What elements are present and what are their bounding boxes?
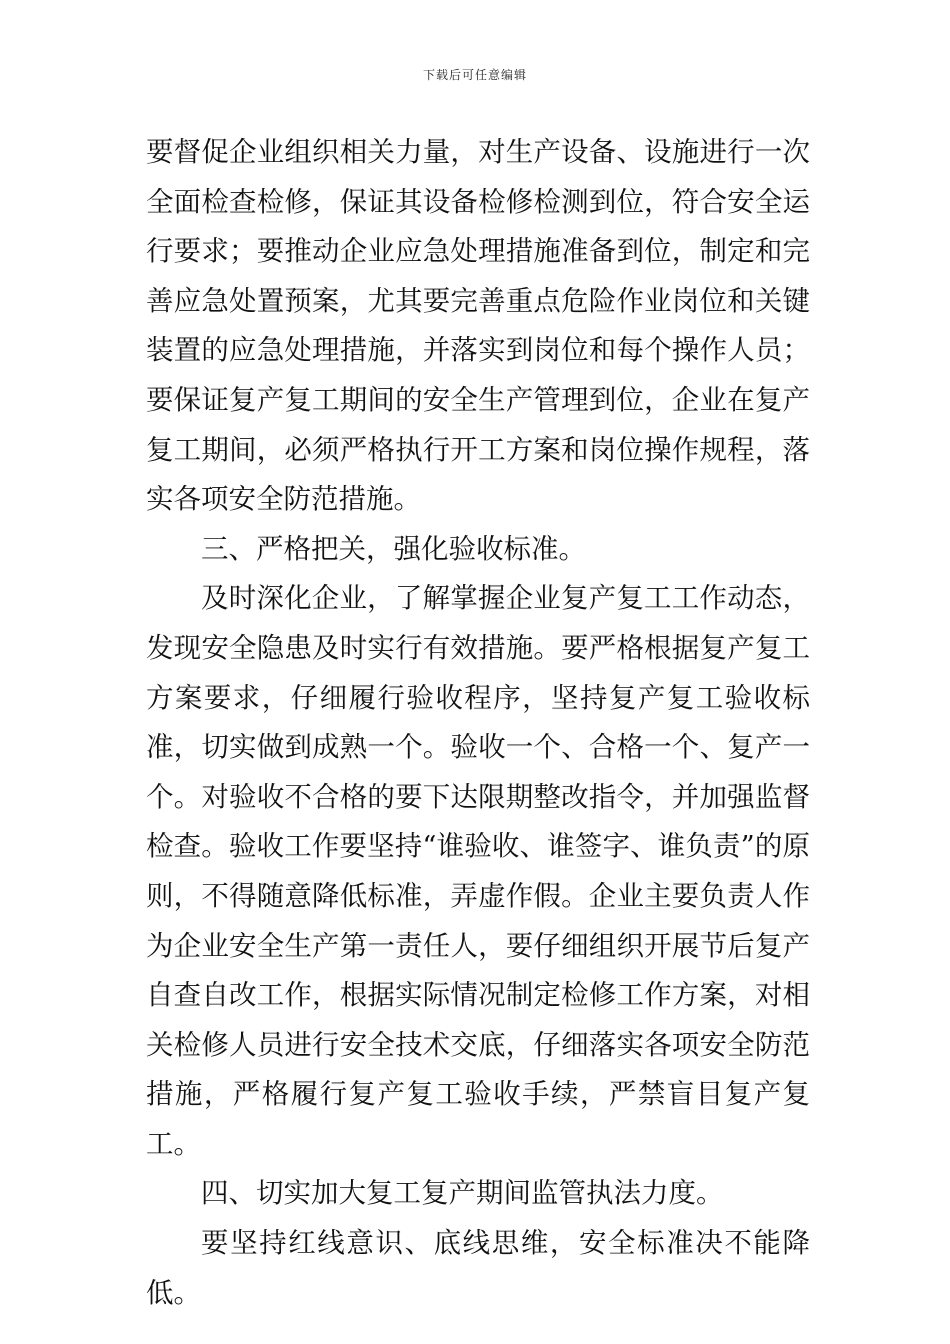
document-body	[146, 128, 810, 1318]
paragraph-redline: 要坚持红线意识、底线思维，安全标准决不能降低。	[146, 1227, 810, 1309]
section-heading-3: 三、严格把关，强化验收标准。	[201, 532, 586, 565]
paragraph-continuation: 要督促企业组织相关力量，对生产设备、设施进行一次全面检查检修，保证其设备检修检测到位，符合安全运行要求；要推动企业应急处理措施准备到位，制定和完善应急处置预案，尤其要完善重点危险作业岗位和关键装置的应急处理措施，并落实到岗位和每个操作人员；要保证复产复工期间的安全生产管理到位，企业在复产复工期间，必须严格执行开工方案和岗位操作规程，落实各项安全防范措施。	[146, 136, 810, 516]
page-header: 下载后可任意编辑	[422, 68, 527, 82]
section-heading-4: 四、切实加大复工复产期间监管执法力度。	[201, 1177, 724, 1210]
paragraph-acceptance: 及时深化企业，了解掌握企业复产复工工作动态，发现安全隐患及时实行有效措施。要严格根据复产复工方案要求，仔细履行验收程序，坚持复产复工验收标准，切实做到成熟一个。验收一个、合格一个、复产一个。对验收不合格的要下达限期整改指令，并加强监督检查。验收工作要坚持“谁验收、谁签字、谁负责”的原则，不得随意降低标准，弄虚作假。企业主要负责人作为企业安全生产第一责任人，要仔细组织开展节后复产自查自改工作，根据实际情况制定检修工作方案，对相关检修人员进行安全技术交底，仔细落实各项安全防范措施，严格履行复产复工验收手续，严禁盲目复产复工。	[146, 582, 810, 1160]
